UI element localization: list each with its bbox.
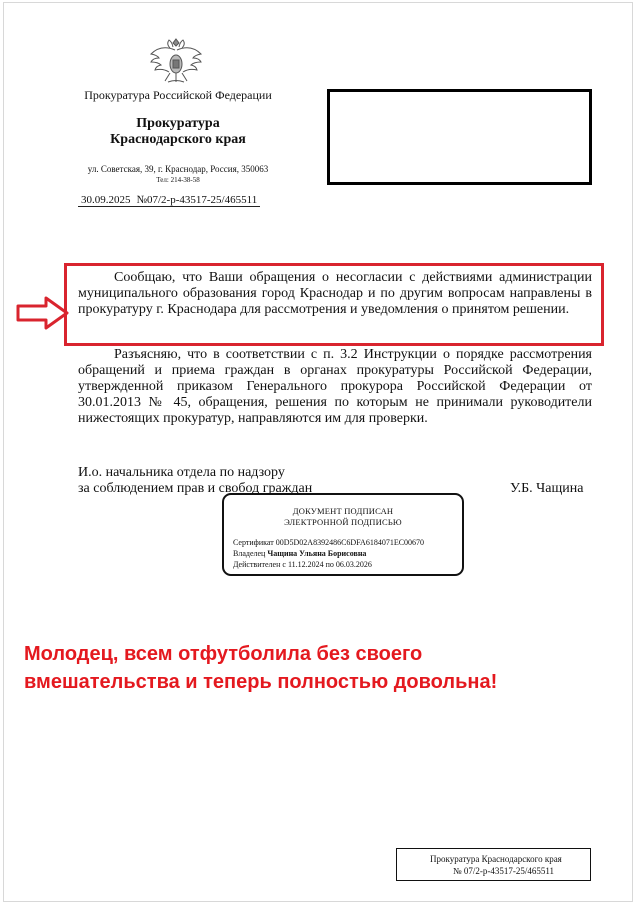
valid-to: 06.03.2026 (335, 560, 372, 569)
coat-of-arms-icon (148, 36, 204, 86)
stamp-title (224, 506, 462, 528)
certificate-value: 00D5D02A8392486C6DFA6184071EC00670 (275, 538, 425, 547)
owner-value: Чащина Ульяна Борисовна (267, 549, 367, 558)
address-line: ул. Советская, 39, г. Краснодар, Россия, 350063 (87, 164, 269, 174)
stamp-owner (233, 548, 462, 559)
valid-label: Действителен (233, 560, 281, 569)
signer-name: У.Б. Чащина (510, 481, 584, 496)
valid-from: 11.12.2024 (287, 560, 324, 569)
e-signature-stamp (222, 493, 464, 576)
office-name-line2: Краснодарского края (110, 132, 246, 147)
outgoing-number (78, 194, 260, 206)
signer-position-line1: И.о. начальника отдела по надзору (78, 465, 285, 480)
phone-line: Тел: 214-38-58 (156, 176, 200, 184)
highlight-frame (64, 263, 604, 346)
owner-label: Владелец (233, 549, 266, 558)
paragraph-2 (78, 347, 592, 427)
letter-number: №07/2-р-43517-25/465511 (134, 194, 261, 207)
office-address (60, 164, 296, 186)
letter-date: 30.09.2025 (78, 194, 134, 207)
stamp-title-line2: ЭЛЕКТРОННОЙ ПОДПИСЬЮ (284, 517, 402, 527)
red-comment-line1: Молодец, всем отфутболила без своего (24, 643, 423, 665)
paragraph-1-text: Сообщаю, что Ваши обращения о несогласии с действиями администрации муниципального образования город Краснодар и по другим вопросам направлены в прокуратуру г. Краснодара для рассмотрения и уведомления о принятом решении. (78, 270, 592, 317)
registration-office: Прокуратура Краснодарского края (430, 854, 562, 864)
certificate-label: Сертификат (233, 538, 274, 547)
agency-name: Прокуратура Российской Федерации (84, 88, 272, 102)
paragraph-2-text: Разъясняю, что в соответствии с п. 3.2 Инструкции о порядке рассмотрения обращений и приема граждан в органах прокуратуры Российской Федерации, утвержденной приказом Генерального прокурора Российской Федерации от 30.01.2013 № 45, обращения, решения по которым не принимали руководители нижестоящих прокуратур, направляются им для проверки. (78, 347, 592, 426)
signer-position-line2: за соблюдением прав и свобод граждан (78, 481, 313, 496)
valid-from-prefix: с (282, 560, 286, 569)
office-name (60, 116, 296, 148)
addressee-box (327, 89, 592, 185)
stamp-validity (233, 559, 462, 570)
valid-to-prefix: по (325, 560, 334, 569)
stamp-title-line1: ДОКУМЕНТ ПОДПИСАН (292, 506, 394, 516)
office-name-line1: Прокуратура (136, 116, 220, 131)
registration-stamp (396, 848, 591, 881)
stamp-certificate (233, 537, 462, 548)
red-comment-line2: вмешательства и теперь полностью довольна! (24, 671, 498, 693)
red-comment (24, 640, 624, 696)
arrow-right-icon (16, 296, 70, 330)
registration-number: № 07/2-р-43517-25/465511 (453, 866, 554, 876)
